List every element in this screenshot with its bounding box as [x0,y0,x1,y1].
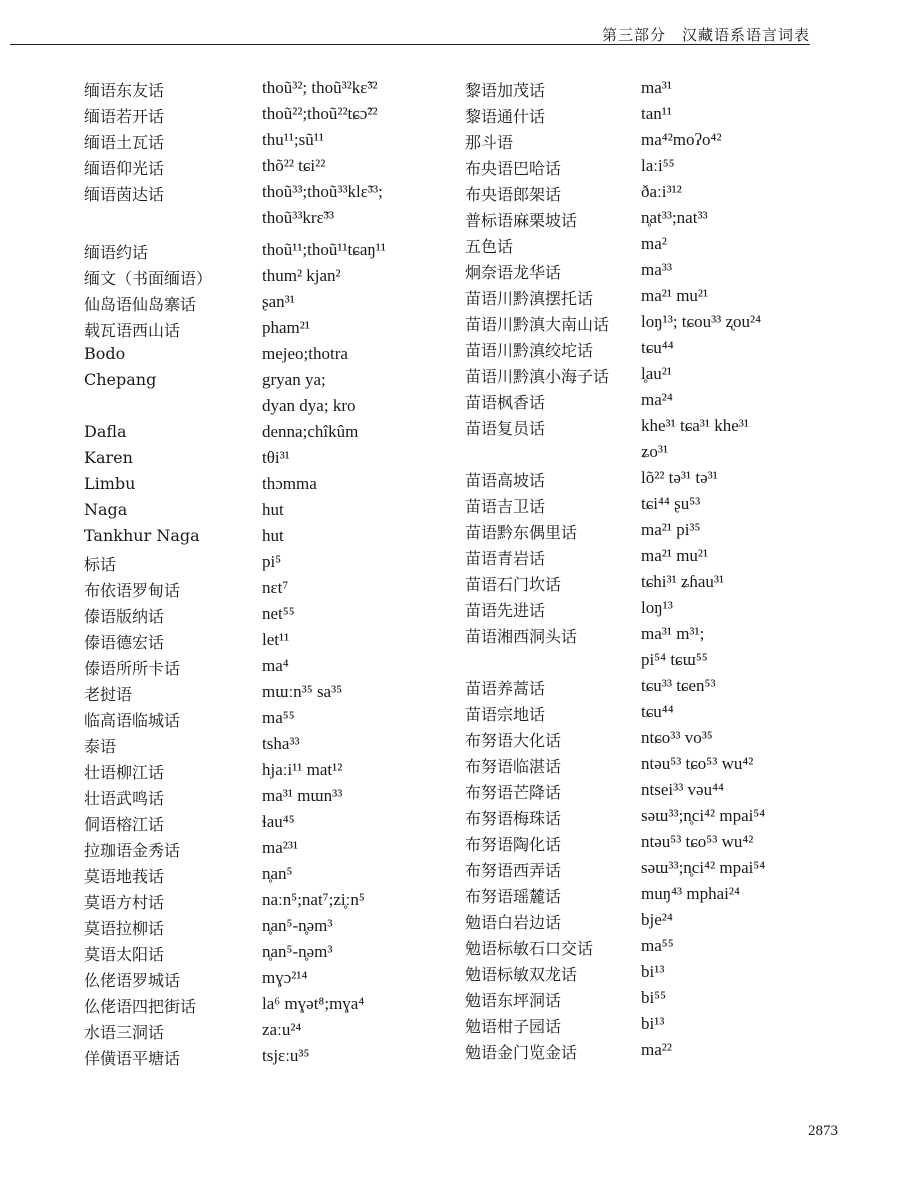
word-entry [465,1040,765,1066]
word-entry [84,682,386,708]
phonetic-form: loŋ¹³ [641,598,673,617]
word-entry [465,416,765,442]
word-entry [465,806,765,832]
word-entry [84,1046,386,1072]
word-entry [465,520,765,546]
word-entry [84,656,386,682]
phonetic-form: bje²⁴ [641,910,673,929]
phonetic-form: mejeo;thotra [262,344,348,363]
word-entry [84,526,386,552]
language-name: 缅语土瓦话 [84,133,165,152]
phonetic-form: ma³¹ m³¹; [641,624,705,643]
language-name: 苗语宗地话 [465,705,546,724]
phonetic-form: ma⁴ [262,656,289,675]
phonetic-form: net⁵⁵ [262,604,295,623]
language-name: 黎语通什话 [465,107,546,126]
language-name: 仫佬语罗城话 [84,971,181,990]
word-entry [84,578,386,604]
language-name: 苗语复员话 [465,419,546,438]
phonetic-form: let¹¹ [262,630,290,649]
language-name: 布央语郎架话 [465,185,562,204]
language-name: 载瓦语西山话 [84,321,181,340]
phonetic-form: tsjɛːu³⁵ [262,1046,310,1065]
word-entry [84,156,386,182]
word-entry [465,754,765,780]
language-name: 勉语白岩边话 [465,913,562,932]
left-column [84,78,386,1072]
phonetic-form: laːi⁵⁵ [641,156,675,175]
phonetic-form: n̥an⁵ [262,864,293,883]
phonetic-form: tɕhi³¹ ʑɦau³¹ [641,572,725,591]
language-name: 莫语太阳话 [84,945,165,964]
language-name: 苗语川黔滇摆托话 [465,289,594,308]
phonetic-form: ɬau⁴⁵ [262,812,295,831]
language-name: 布努语瑶麓话 [465,887,562,906]
word-entry [84,318,386,344]
language-name: 苗语养蒿话 [465,679,546,698]
phonetic-form: denna;chîkûm [262,422,359,441]
word-entry [84,448,386,474]
word-entry [84,994,386,1020]
phonetic-form: khe³¹ tɕa³¹ khe³¹ [641,416,749,435]
phonetic-form: ma⁴²moʔo⁴² [641,130,722,149]
word-entry [84,864,386,890]
running-header [10,8,810,45]
word-entry [465,936,765,962]
word-entry [465,676,765,702]
word-entry [84,292,386,318]
phonetic-form: ntsei³³ vəu⁴⁴ [641,780,724,799]
word-entry [84,942,386,968]
phonetic-form: l̥au²¹ [641,364,672,383]
language-name: 五色话 [465,237,514,256]
page-number: 2873 [808,1123,838,1139]
phonetic-form: dyan dya; kro [262,396,356,415]
language-name: 傣语德宏话 [84,633,165,652]
word-entry [84,604,386,630]
word-entry [465,832,765,858]
phonetic-form: tɕu⁴⁴ [641,338,674,357]
right-column [465,78,765,1066]
language-name: 标话 [84,555,117,574]
phonetic-form: ma³³ [641,260,672,279]
phonetic-form: hut [262,500,284,519]
phonetic-form: tɕu³³ tɕen⁵³ [641,676,716,695]
phonetic-form: mɣɔ²¹⁴ [262,968,308,987]
language-name: 莫语拉柳话 [84,919,165,938]
word-entry [84,916,386,942]
word-entry [465,364,765,390]
language-name: Karen [84,448,133,467]
word-entry [465,78,765,104]
phonetic-form: tɕi⁴⁴ ʂu⁵³ [641,494,701,513]
language-name: 苗语川黔滇小海子话 [465,367,610,386]
language-name: 勉语柑子园话 [465,1017,562,1036]
word-entry [465,286,765,312]
language-name: 缅语约话 [84,243,149,262]
language-name: 泰语 [84,737,117,756]
word-entry [465,988,765,1014]
language-name: 布努语梅珠话 [465,809,562,828]
language-name: 布努语临湛话 [465,757,562,776]
phonetic-form: ntəu⁵³ tɕo⁵³ wu⁴² [641,832,754,851]
phonetic-form: ntəu⁵³ tɕo⁵³ wu⁴² [641,754,754,773]
phonetic-form: zaːu²⁴ [262,1020,302,1039]
phonetic-form: thɔmma [262,474,317,493]
language-name: 苗语枫香话 [465,393,546,412]
phonetic-form: bi⁵⁵ [641,988,667,1007]
phonetic-form: ma²¹ mu²¹ [641,546,709,565]
phonetic-form: thoũ¹¹;thoũ¹¹tɕaŋ¹¹ [262,240,386,259]
word-entry [465,780,765,806]
word-entry [465,1014,765,1040]
phonetic-form: n̥at³³;nat³³ [641,208,708,227]
phonetic-form: thoũ³³;thoũ³³klɛ̃³³; [262,182,383,201]
phonetic-form: hjaːi¹¹ mat¹² [262,760,343,779]
phonetic-form: ʂan³¹ [262,292,295,311]
language-name: 布努语西弄话 [465,861,562,880]
phonetic-form: tsha³³ [262,734,300,753]
word-entry [84,734,386,760]
phonetic-form: bi¹³ [641,962,665,981]
word-entry [84,760,386,786]
phonetic-form: səɯ³³;n̥ci⁴² mpai⁵⁴ [641,806,766,825]
phonetic-form: gryan ya; [262,370,326,389]
language-name: 老挝语 [84,685,133,704]
phonetic-form: ma²³¹ [262,838,299,857]
phonetic-form: hut [262,526,284,545]
phonetic-form: tɕu⁴⁴ [641,702,674,721]
word-entry [465,390,765,416]
word-entry [84,396,386,422]
word-entry [465,442,765,468]
word-entry [84,630,386,656]
word-entry [465,104,765,130]
language-name: 莫语方村话 [84,893,165,912]
language-name: 佯僙语平塘话 [84,1049,181,1068]
language-name: 苗语川黔滇大南山话 [465,315,610,334]
word-entry [465,156,765,182]
phonetic-form: ma²¹ mu²¹ [641,286,709,305]
header-title: 第三部分 汉藏语系语言词表 [601,26,810,44]
phonetic-form: ma⁵⁵ [641,936,674,955]
word-entry [84,552,386,578]
word-entry [465,884,765,910]
word-entry [465,598,765,624]
word-entry [465,910,765,936]
language-name: 布努语大化话 [465,731,562,750]
phonetic-form: ʑo³¹ [641,442,669,461]
language-name: 勉语标敏石口交话 [465,939,594,958]
word-entry [84,968,386,994]
language-name: 布努语陶化话 [465,835,562,854]
word-entry [465,962,765,988]
word-entry [84,208,386,240]
phonetic-form: thum² kjan² [262,266,341,285]
phonetic-form: la⁶ mɣət⁸;mɣa⁴ [262,994,365,1013]
language-name: 勉语标敏双龙话 [465,965,578,984]
word-entry [84,104,386,130]
phonetic-form: mɯːn³⁵ sa³⁵ [262,682,343,701]
word-entry [465,858,765,884]
word-entry [84,240,386,266]
language-name: 苗语黔东偶里话 [465,523,578,542]
word-entry [465,130,765,156]
language-name: 苗语青岩话 [465,549,546,568]
word-entry [84,708,386,734]
language-name: 侗语榕江话 [84,815,165,834]
word-entry [465,312,765,338]
word-entry [465,182,765,208]
phonetic-form: thoũ³³krɛ̃³³ [262,208,334,227]
phonetic-form: ma³¹ [641,78,672,97]
word-entry [84,422,386,448]
phonetic-form: ma⁵⁵ [262,708,295,727]
language-name: Naga [84,500,128,519]
word-entry [84,266,386,292]
word-entry [465,572,765,598]
language-name: 勉语金门览金话 [465,1043,578,1062]
phonetic-form: ma²¹ pi³⁵ [641,520,701,539]
word-entry [465,468,765,494]
word-entry [84,474,386,500]
word-entry [84,78,386,104]
word-entry [84,370,386,396]
language-name: 缅语东友话 [84,81,165,100]
language-name: 缅语茵达话 [84,185,165,204]
phonetic-form: lõ²² tə³¹ tə³¹ [641,468,718,487]
language-name: 仫佬语四把街话 [84,997,197,1016]
language-name: 壮语柳江话 [84,763,165,782]
language-name: 苗语先进话 [465,601,546,620]
word-entry [465,234,765,260]
language-name: 布依语罗甸话 [84,581,181,600]
word-entry [465,624,765,650]
phonetic-form: thõ²² tɕi²² [262,156,326,175]
word-entry [84,130,386,156]
word-entry [84,838,386,864]
word-entry [465,494,765,520]
phonetic-form: ma²² [641,1040,672,1059]
phonetic-form: thoũ³²; thoũ³²kɛ̃³² [262,78,378,97]
word-entry [465,702,765,728]
language-name: 炯奈语龙华话 [465,263,562,282]
phonetic-form: ntɕo³³ vo³⁵ [641,728,713,747]
phonetic-form: tθi³¹ [262,448,290,467]
phonetic-form: thoũ²²;thoũ²²tɕɔ̃²² [262,104,378,123]
word-entry [465,338,765,364]
word-entry [465,208,765,234]
phonetic-form: pi⁵ [262,552,282,571]
language-name: 勉语东坪洞话 [465,991,562,1010]
language-name: 莫语地莪话 [84,867,165,886]
language-name: 布努语芒降话 [465,783,562,802]
phonetic-form: pi⁵⁴ tɕɯ⁵⁵ [641,650,708,669]
language-name: Tankhur Naga [84,526,200,545]
word-entry [84,812,386,838]
word-entry [465,728,765,754]
language-name: 仙岛语仙岛寨话 [84,295,197,314]
phonetic-form: pham²¹ [262,318,310,337]
language-name: 那斗语 [465,133,514,152]
phonetic-form: ðaːi³¹² [641,182,682,201]
phonetic-form: tan¹¹ [641,104,672,123]
language-name: 壮语武鸣话 [84,789,165,808]
phonetic-form: bi¹³ [641,1014,665,1033]
phonetic-form: ma³¹ mɯn³³ [262,786,343,805]
phonetic-form: naːn⁵;nat⁷;zi̥ːn⁵ [262,890,365,909]
language-name: Dafla [84,422,127,441]
language-name: 普标语麻栗坡话 [465,211,578,230]
phonetic-form: ma² [641,234,667,253]
language-name: 缅文（书面缅语） [84,269,213,288]
language-name: 临高语临城话 [84,711,181,730]
language-name: 缅语仰光话 [84,159,165,178]
phonetic-form: ma²⁴ [641,390,673,409]
language-name: 苗语湘西洞头话 [465,627,578,646]
phonetic-form: loŋ¹³; tɕou³³ ʐou²⁴ [641,312,762,331]
language-name: 黎语加茂话 [465,81,546,100]
language-name: 拉珈语金秀话 [84,841,181,860]
phonetic-form: thu¹¹;sũ¹¹ [262,130,324,149]
language-name: Limbu [84,474,136,493]
language-name: 水语三洞话 [84,1023,165,1042]
language-name: 苗语川黔滇绞坨话 [465,341,594,360]
word-entry [84,786,386,812]
word-entry [84,182,386,208]
language-name: 苗语石门坎话 [465,575,562,594]
language-name: 苗语吉卫话 [465,497,546,516]
language-name: 傣语版纳话 [84,607,165,626]
language-name: 缅语若开话 [84,107,165,126]
phonetic-form: n̥an⁵-n̥əm³ [262,916,333,935]
language-name: 傣语所所卡话 [84,659,181,678]
word-entry [465,260,765,286]
language-name: 布央语巴哈话 [465,159,562,178]
word-entry [465,546,765,572]
phonetic-form: n̥an⁵-n̥əm³ [262,942,333,961]
word-entry [84,500,386,526]
language-name: Bodo [84,344,126,363]
language-name: Chepang [84,370,157,389]
language-name: 苗语高坡话 [465,471,546,490]
word-entry [84,890,386,916]
phonetic-form: nɛt⁷ [262,578,289,597]
phonetic-form: səɯ³³;n̥ci⁴² mpai⁵⁴ [641,858,766,877]
phonetic-form: muŋ⁴³ mphai²⁴ [641,884,740,903]
word-entry [84,1020,386,1046]
word-entry [465,650,765,676]
word-entry [84,344,386,370]
